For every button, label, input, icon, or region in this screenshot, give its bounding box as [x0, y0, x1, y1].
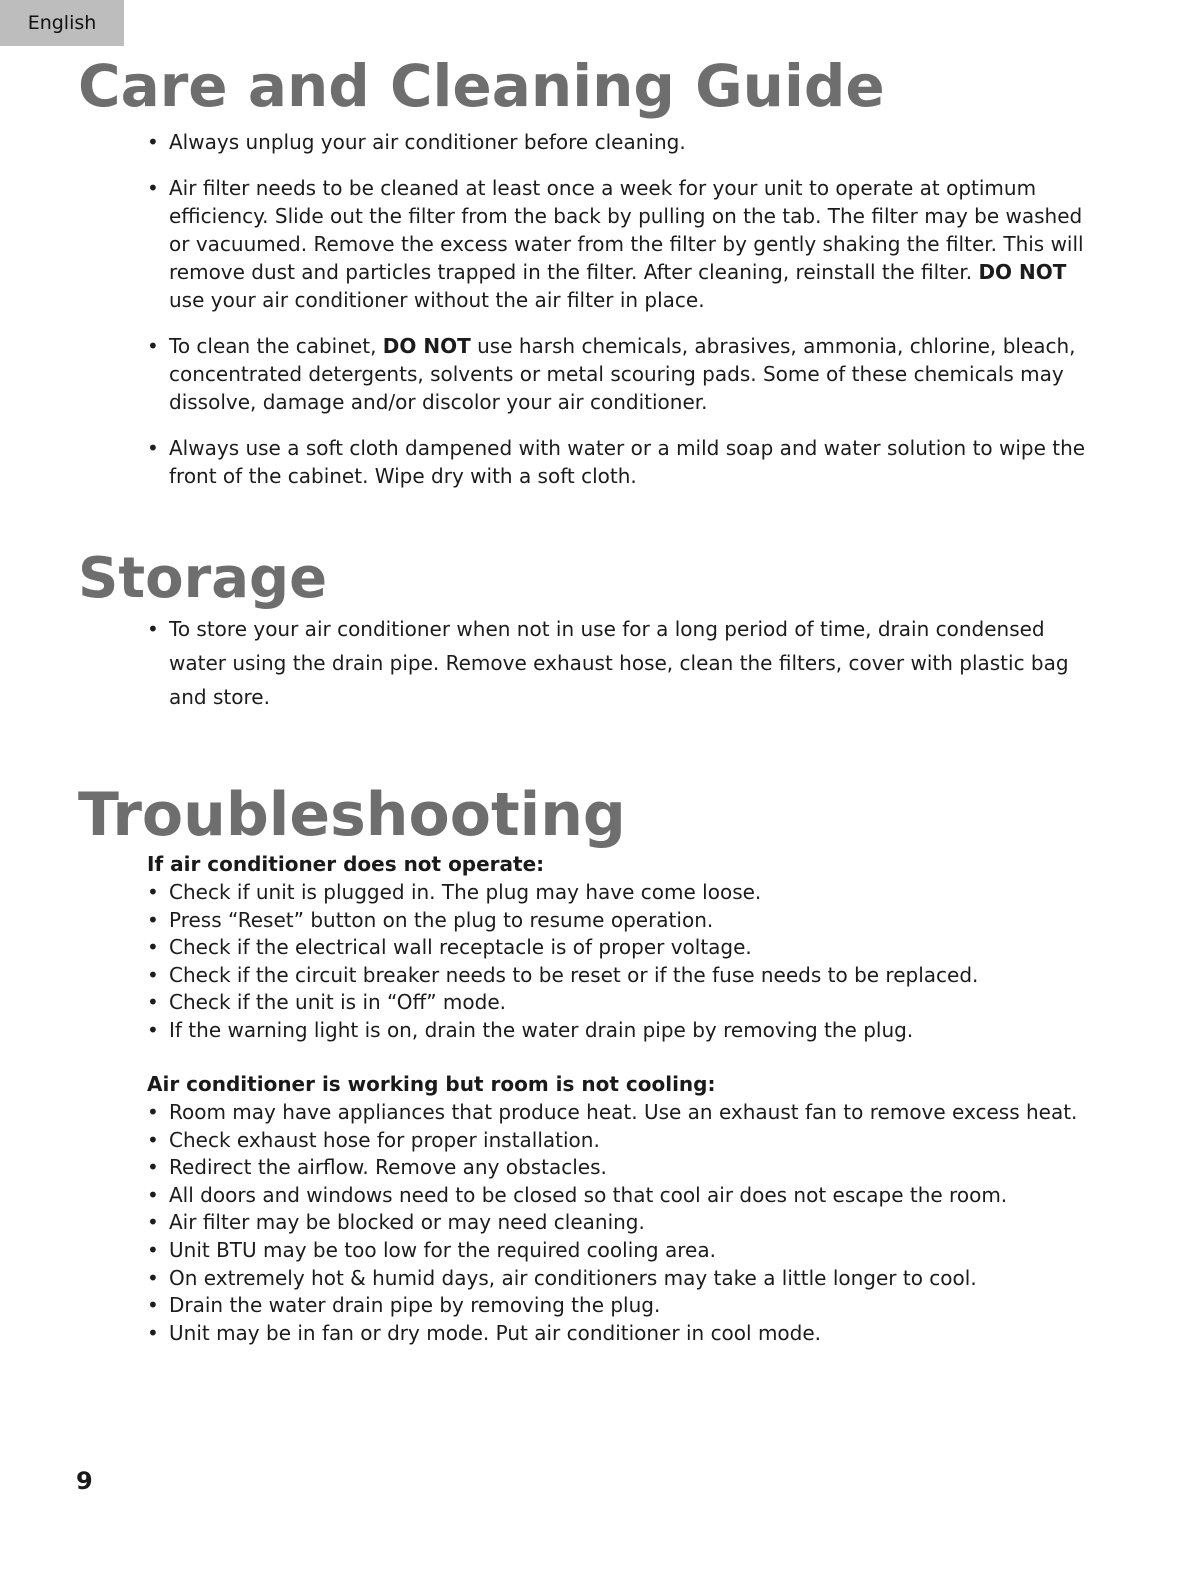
care-item-text: Always unplug your air conditioner before cleaning.: [169, 130, 686, 154]
do-not-emphasis: DO NOT: [382, 334, 471, 358]
care-list: [147, 128, 1107, 508]
list-item: • To store your air conditioner when not in use for a long period of time, drain condensed water using the drain pipe. Remove exhaust hose, clean the filters, cover with plastic bag and store.: [147, 612, 1077, 714]
list-item: • Check if the electrical wall receptacle is of proper voltage.: [147, 934, 1107, 962]
list-item: • Drain the water drain pipe by removing the plug.: [147, 1292, 1107, 1320]
list-item: • Unit may be in fan or dry mode. Put air conditioner in cool mode.: [147, 1320, 1107, 1348]
list-item: • Air filter may be blocked or may need cleaning.: [147, 1209, 1107, 1237]
storage-heading: Storage: [78, 546, 328, 611]
language-tab: English: [0, 0, 124, 46]
list-item: • Check exhaust hose for proper installation.: [147, 1127, 1107, 1155]
care-item-text: use your air conditioner without the air filter in place.: [169, 288, 705, 312]
care-item-text: To clean the cabinet,: [169, 334, 383, 358]
troubleshooting-subheading: If air conditioner does not operate:: [147, 852, 545, 876]
troubleshooting-subheading: Air conditioner is working but room is not cooling:: [147, 1072, 716, 1096]
troubleshooting-heading: Troubleshooting: [78, 780, 626, 850]
list-item: • Redirect the airflow. Remove any obstacles.: [147, 1154, 1107, 1182]
list-item: • All doors and windows need to be closed so that cool air does not escape the room.: [147, 1182, 1107, 1210]
list-item: • Check if unit is plugged in. The plug may have come loose.: [147, 879, 1107, 907]
list-item: • Unit BTU may be too low for the required cooling area.: [147, 1237, 1107, 1265]
list-item: [147, 332, 1107, 416]
troubleshooting-list: [147, 879, 1107, 1044]
list-item: [147, 434, 1107, 490]
care-item-text: Always use a soft cloth dampened with water or a mild soap and water solution to wipe the front of the cabinet. Wipe dry with a soft cloth.: [169, 436, 1086, 488]
list-item: [147, 174, 1107, 314]
list-item: • If the warning light is on, drain the water drain pipe by removing the plug.: [147, 1017, 1107, 1045]
list-item: • Check if the circuit breaker needs to be reset or if the fuse needs to be replaced.: [147, 962, 1107, 990]
do-not-emphasis: DO NOT: [978, 260, 1067, 284]
list-item: • Press “Reset” button on the plug to resume operation.: [147, 907, 1107, 935]
list-item: [147, 128, 1107, 156]
list-item: • On extremely hot & humid days, air conditioners may take a little longer to cool.: [147, 1265, 1107, 1293]
storage-list: [147, 612, 1077, 714]
care-item-text: use harsh chemicals, abrasives, ammonia, chlorine, bleach, concentrated detergents, solvents or metal scouring pads. Some of these chemicals may dissolve, damage and/or discolor your air conditioner.: [169, 334, 1076, 414]
list-item: • Room may have appliances that produce heat. Use an exhaust fan to remove excess heat.: [147, 1099, 1107, 1127]
page-number: 9: [76, 1467, 93, 1495]
troubleshooting-list: [147, 1099, 1107, 1347]
care-item-text: Air filter needs to be cleaned at least once a week for your unit to operate at optimum efficiency. Slide out the filter from the back by pulling on the tab. The filter may be washed or vacuumed. Remove the excess water from the filter by gently shaking the filter. This will remove dust and particles trapped in the filter. After cleaning, reinstall the filter.: [169, 176, 1084, 284]
care-heading: Care and Cleaning Guide: [78, 52, 885, 120]
list-item: • Check if the unit is in “Off” mode.: [147, 989, 1107, 1017]
